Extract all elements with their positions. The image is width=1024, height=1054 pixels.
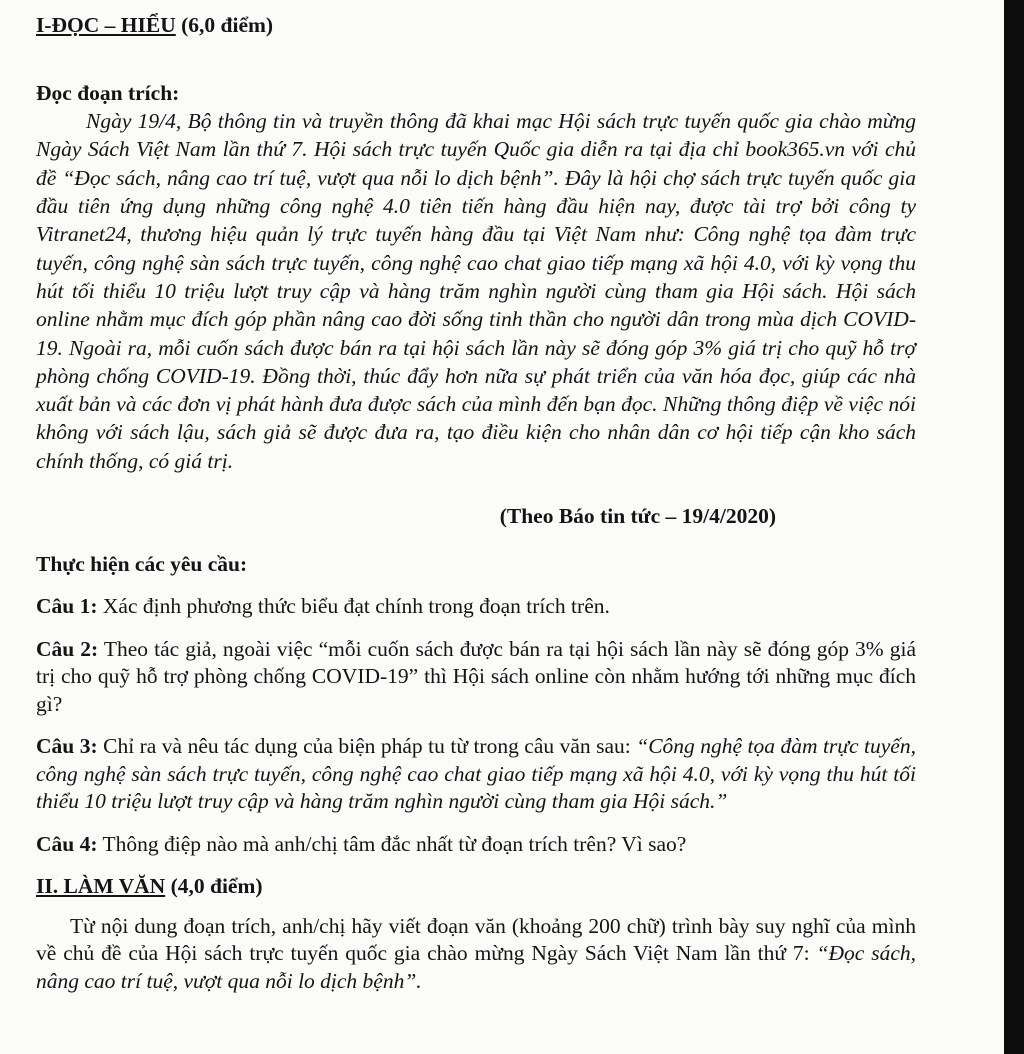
essay-prompt-quote: “Đọc sách, nâng cao trí tuệ, vượt qua nỗi lo dịch bệnh”. (36, 941, 917, 993)
question-2-label: Câu 2: (36, 636, 99, 661)
excerpt-passage: Ngày 19/4, Bộ thông tin và truyền thông đã khai mạc Hội sách trực tuyến quốc gia chào mừng Ngày Sách Việt Nam lần thứ 7. Hội sách trực tuyến Quốc gia diễn ra tại địa chỉ book365.vn với chủ đề “Đọc sách, nâng cao trí tuệ, vượt qua nỗi lo dịch bệnh”. Đây là hội chợ sách trực tuyến quốc gia đầu tiên ứng dụng những công nghệ 4.0 tiên tiến hàng đầu hiện nay, được tài trợ bởi công ty Vitranet24, thương hiệu quản lý trực tuyến hàng đầu tại Việt Nam như: Công nghệ tọa đàm trực tuyến, công nghệ sàn sách trực tuyến, công nghệ cao chat giao tiếp mạng xã hội 4.0, với kỳ vọng thu hút tối thiểu 10 triệu lượt truy cập và hàng trăm nghìn người cùng tham gia Hội sách. Hội sách online nhằm mục đích góp phần nâng cao đời sống tinh thần cho người dân trong mùa dịch COVID-19. Ngoài ra, mỗi cuốn sách được bán ra tại hội sách lần này sẽ đóng góp 3% giá trị cho quỹ hỗ trợ phòng chống COVID-19. Đồng thời, thúc đẩy hơn nữa sự phát triển của văn hóa đọc, giúp các nhà xuất bản và các đơn vị phát hành đưa được sách của mình đến bạn đọc. Những thông điệp về việc nói không với sách lậu, sách giả sẽ được đưa ra, tạo điều kiện cho nhân dân cơ hội tiếp cận kho sách chính thống, có giá trị. (36, 109, 916, 473)
question-1-text: Xác định phương thức biểu đạt chính trong đoạn trích trên. (97, 594, 610, 619)
question-2 (36, 636, 916, 719)
exam-content (36, 12, 916, 995)
question-1-label: Câu 1: (36, 594, 98, 619)
section-1-title: I-ĐỌC – HIỂU (36, 13, 176, 37)
question-3-quote: “Công nghệ tọa đàm trực tuyến, công nghệ sàn sách trực tuyến, công nghệ cao chat giao tiếp mạng xã hội 4.0, với kỳ vọng thu hút tối thiểu 10 triệu lượt truy cập và hàng trăm nghìn người cùng tham gia Hội sách.” (36, 734, 916, 814)
section-2-heading (36, 873, 916, 901)
section-1-score: (6,0 điểm) (175, 13, 274, 37)
question-3 (36, 733, 916, 816)
question-4 (36, 831, 916, 859)
question-3-text: Chỉ ra và nêu tác dụng của biện pháp tu từ trong câu văn sau: (97, 734, 637, 759)
question-3-label: Câu 3: (36, 734, 98, 759)
section-1-heading (36, 12, 916, 40)
question-4-label: Câu 4: (36, 831, 98, 856)
section-2-score: (4,0 điểm) (165, 874, 263, 899)
excerpt-source: (Theo Báo tin tức – 19/4/2020) (499, 504, 776, 529)
essay-prompt-text: Từ nội dung đoạn trích, anh/chị hãy viết đoạn văn (khoảng 200 chữ) trình bày suy nghĩ của mình về chủ đề của Hội sách trực tuyến quốc gia chào mừng Ngày Sách Việt Nam lần thứ 7: (36, 913, 916, 966)
dark-page-edge (1004, 0, 1024, 1054)
requirements-heading: Thực hiện các yêu cầu: (36, 551, 248, 576)
question-1 (36, 593, 916, 621)
essay-prompt (36, 913, 916, 996)
question-2-text: Theo tác giả, ngoài việc “mỗi cuốn sách được bán ra tại hội sách lần này sẽ đóng góp 3% giá trị cho quỹ hỗ trợ phòng chống COVID-19” thì Hội sách online còn nhằm hướng tới những mục đích gì? (36, 636, 916, 716)
section-2-title: II. LÀM VĂN (36, 874, 166, 899)
excerpt-heading: Đọc đoạn trích: (36, 80, 180, 105)
question-4-text: Thông điệp nào mà anh/chị tâm đắc nhất từ đoạn trích trên? Vì sao? (97, 831, 687, 856)
